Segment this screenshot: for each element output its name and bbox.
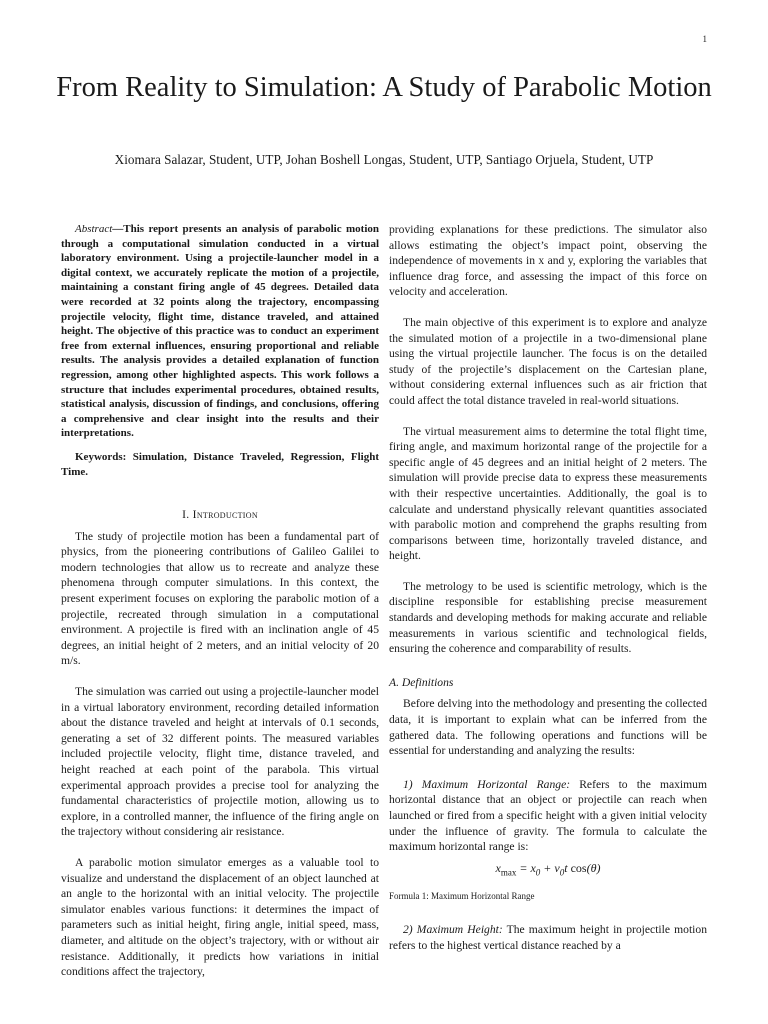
- formula-max-range: $x_{max} = x_0 + v_0t$ cos(θ): [495, 860, 601, 878]
- definition-title: 2) Maximum Height:: [403, 923, 503, 937]
- intro-paragraph-1: The study of projectile motion has been a fundamental part of physics, from the pioneering contributions of Galileo Galilei to modern technologies that allow us to recreate and analyze these phenomena through computer simulations. In this context, the present experiment focuses on exploring the parabolic motion of a projectile, recreated through simulation in a computational environment. A projectile is fired with an inclination angle of 45 degrees, an initial height of 2 meters, and an initial velocity of 20 m/s.: [61, 529, 379, 668]
- section-title: Introduction: [192, 508, 258, 522]
- definition-max-height: [389, 922, 707, 953]
- intro-paragraph-3: A parabolic motion simulator emerges as a valuable tool to visualize and understand the displacement of an object launched at an angle to the horizontal with an initial velocity. The projectile simulator enables various functions: it determines the impact of parameters such as initial height, firing angle, initial speed, mass, diameter, and altitude on the object’s trajectory, with or without air resistance. Additionally, it predicts how variations in initial conditions affect the trajectory,: [61, 855, 379, 979]
- definition-text: Refers to the maximum horizontal distance that an object or projectile can reach when launched or fired from a specific height with a given initial velocity under the influence of gravity. The formula to calculate the maximum horizontal range is:: [389, 777, 707, 854]
- abstract-label: Abstract: [75, 223, 113, 235]
- page-number: 1: [702, 34, 707, 44]
- body-paragraph-measurement: The virtual measurement aims to determine the total flight time, firing angle, and maximum horizontal range of the projectile for a specific angle of 45 degrees and an initial height of 2 meters. The simulation will provide precise data to express these measurements with their respective uncertainties. Additionally, the goal is to calculate and understand physically relevant quantities associated with parabolic motion and comprehend the graphs resulting from comparisons between time, horizontally traveled distance, and height.: [389, 424, 707, 563]
- definitions-intro: Before delving into the methodology and presenting the collected data, it is important to explain what can be inferred from the gathered data. The following operations and functions will be essential for understanding and analyzing the results:: [389, 697, 707, 758]
- abstract: [61, 222, 379, 441]
- body-paragraph-continued: providing explanations for these predictions. The simulator also allows estimating the object’s impact point, observing the independence of movements in x and y, exploring the variables that influence drag force, and assessing the impact of this force on velocity and acceleration.: [389, 223, 707, 299]
- paper-title: From Reality to Simulation: A Study of Parabolic Motion: [56, 72, 712, 103]
- definition-max-range: [389, 777, 707, 855]
- subsection-title-definitions: A. Definitions: [389, 675, 454, 689]
- right-column: [389, 222, 707, 954]
- intro-paragraph-2: The simulation was carried out using a projectile-launcher model in a virtual laboratory environment, recording detailed information about the distance traveled and height at intervals of 0.1 seconds, generating a set of 32 different points. The measured variables included projectile velocity, flight time, distance traveled, and height reached at each point of the parabola. This virtual experimental approach provides a precise tool for analyzing the fundamental characteristics of projectile motion, allowing us to explore, in a controlled manner, the influence of the firing angle on the trajectory without considering air resistance.: [61, 685, 379, 839]
- keywords: Keywords: Simulation, Distance Traveled, Regression, Flight Time.: [61, 450, 379, 478]
- body-paragraph-objective: The main objective of this experiment is to explore and analyze the simulated motion of a projectile in a two-dimensional plane using the virtual projectile launcher. The focus is on the detailed study of the projectile’s displacement on the Cartesian plane, without considering external influences such as air friction that could affect the total distance traveled in real-world situations.: [389, 315, 707, 407]
- formula-lhs: x: [495, 860, 501, 875]
- body-paragraph-metrology: The metrology to be used is scientific metrology, which is the discipline responsible for establishing precise measurement standards and developing methods for making accurate and reliable measurements in various scientific and technological fields, ensuring the coherence and comparability of results.: [389, 579, 707, 656]
- author-list: Xiomara Salazar, Student, UTP, Johan Boshell Longas, Student, UTP, Santiago Orjuela, Student, UTP: [114, 152, 654, 167]
- definition-title: 1) Maximum Horizontal Range:: [403, 777, 571, 791]
- section-number: I.: [182, 508, 190, 522]
- abstract-text: —This report presents an analysis of parabolic motion through a computational simulation conducted in a virtual laboratory environment. Using a projectile-launcher model in a digital context, we accurately replicate the motion of a projectile, maintaining a constant firing angle of 45 degrees. Detailed data were recorded at 32 points along the trajectory, encompassing projectile velocity, flight time, distance traveled, and attained height. The objective of this practice was to conduct an experiment free from external influences, ensuring proportional and reliable results. The analysis provides a detailed explanation of function regression, among other highlighted aspects. This work follows a structure that includes experimental procedures, obtained results, statistical analysis, discussion of findings, and conclusions, offering a comprehensive and clear insight into the results and their interpretations.: [61, 223, 379, 440]
- section-heading-introduction: [61, 507, 379, 523]
- left-column: [61, 222, 379, 980]
- formula-caption: Formula 1: Maximum Horizontal Range: [389, 890, 535, 901]
- definition-text: The maximum height in projectile motion refers to the highest vertical distance reached by a: [389, 923, 707, 952]
